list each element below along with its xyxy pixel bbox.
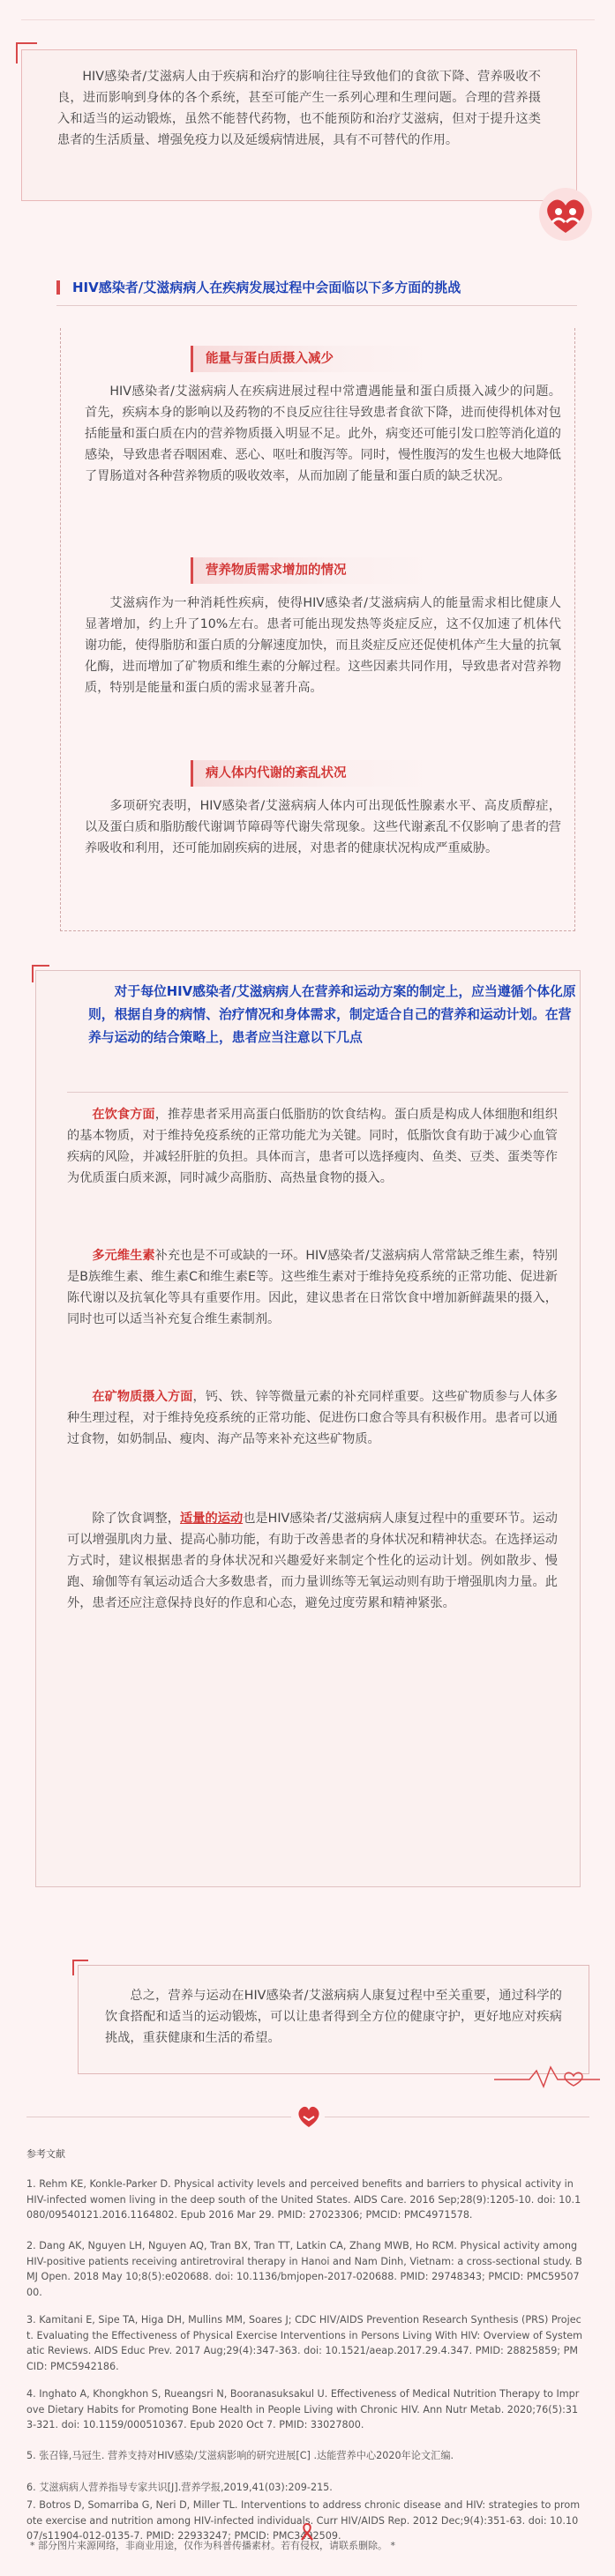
- paragraph-vitamins: [67, 1245, 558, 1330]
- reference-item: 3. Kamitani E, Sipe TA, Higa DH, Mullins MM, Soares J; CDC HIV/AIDS Prevention Research Synthesis (PRS) Project. Evaluating the Effectiveness of Physical Exercise Interventions in Persons Living With HIV: Overview of Systematic Reviews. AIDS Educ Prev. 2017 Aug;29(4):347-363. doi: 10.1521/aeap.2017.29.4.347. PMID: 28825859; PMCID: PMC5942186.: [26, 2314, 583, 2372]
- reference-item: 6. 艾滋病病人营养指导专家共识[J].营养学报,2019,41(03):209-215.: [26, 2482, 333, 2493]
- exercise-pre: 除了饮食调整，: [92, 1512, 181, 1526]
- heart-people-icon: [535, 183, 596, 245]
- paragraph-metabolic-disorder: 多项研究表明，HIV感染者/艾滋病病人体内可出现低性腺素水平、高皮质醇症，以及蛋白质和脂肪酸代谢调节障碍等代谢失常现象。这些代谢紊乱不仅影响了患者的营养吸收和利用，还可能加剧疾病的进展，对患者的健康状况构成严重威胁。: [85, 799, 561, 855]
- paragraph-minerals: [67, 1386, 558, 1450]
- diet-text: ，推荐患者采用高蛋白低脂肪的饮食结构。蛋白质是构成人体细胞和组织的基本物质，对于维持免疫系统的正常功能尤为关键。同时，低脂饮食有助于减少心血管疾病的风险，并减轻肝脏的负担。具体而言，患者可以选择瘦肉、鱼类、豆类、蛋类等作为优质蛋白质来源，同时减少高脂肪、高热量食物的摄入。: [67, 1108, 558, 1185]
- reference-item: 2. Dang AK, Nguyen LH, Nguyen AQ, Tran BX, Tran TT, Latkin CA, Zhang MWB, Ho RCM. Physical activity among HIV-positive patients receiving antiretroviral therapy in Hanoi and Nam Dinh, Vietnam: a cross-sectional study. BMJ Open. 2018 May 10;8(5):e020688. doi: 10.1136/bmjopen-2017-020688. PMID: 29748343; PMCID: PMC5950700.: [26, 2240, 582, 2298]
- intro-text: HIV感染者/艾滋病人由于疾病和治疗的影响往往导致他们的食欲下降、营养吸收不良，进而影响到身体的各个系统，甚至可能产生一系列心理和生理问题。合理的营养摄入和适当的运动锻炼，虽然不能替代药物，也不能预防和治疗艾滋病，但对于提升这类患者的生活质量、增强免疫力以及延缓病情进展，具有不可替代的作用。: [57, 70, 541, 147]
- section1-title: HIV感染者/艾滋病病人在疾病发展过程中会面临以下多方面的挑战: [72, 280, 461, 295]
- reference-item: 4. Inghato A, Khongkhon S, Rueangsri N, Booranasuksakul U. Effectiveness of Medical Nutrition Therapy to Improve Dietary Habits for Promoting Bone Health in People Living with Chronic HIV. Ann Nutr Metab. 2020;76(5):313-321. doi: 10.1159/000510367. Epub 2020 Oct 7. PMID: 33027800.: [26, 2388, 580, 2430]
- section1-divider: [56, 305, 577, 306]
- summary-box: [78, 1965, 589, 2074]
- minerals-lead: 在矿物质摄入方面: [92, 1390, 193, 1404]
- vitamins-lead: 多元维生素: [92, 1249, 155, 1263]
- subheading-nutrient-demand: 营养物质需求增加的情况: [191, 557, 429, 584]
- diet-lead: 在饮食方面: [92, 1108, 155, 1122]
- footer-note: * 部分图片来源网络，非商业用途，仅作为科普传播素材。若有侵权，请联系删除。 *: [30, 2540, 395, 2551]
- exercise-text: 也是HIV感染者/艾滋病病人康复过程中的重要环节。运动可以增强肌肉力量、提高心肺功能，有助于改善患者的身体状况和精神状态。在选择运动方式时，建议根据患者的身体状况和兴趣爱好来制定个性化的运动计划。例如散步、慢跑、瑜伽等有氧运动适合大多数患者，而力量训练等无氧运动则有助于增强肌肉力量。此外，患者还应注意保持良好的作息和心态，避免过度劳累和精神紧张。: [67, 1512, 558, 1610]
- minerals-text: ，钙、铁、锌等微量元素的补充同样重要。这些矿物质参与人体多种生理过程，对于维持免疫系统的正常功能、促进伤口愈合等具有积极作用。患者可以通过食物，如奶制品、瘦肉、海产品等来补充这些矿物质。: [67, 1390, 558, 1446]
- section2-divider: [67, 1092, 568, 1093]
- summary-text: 总之，营养与运动在HIV感染者/艾滋病病人康复过程中至关重要，通过科学的饮食搭配和适当的运动锻炼，可以让患者得到全方位的健康守护，更好地应对疾病挑战，重获健康和生活的希望。: [105, 1989, 562, 2045]
- intro-box: [21, 49, 577, 201]
- reference-item: 5. 张召锋,马冠生. 营养支持对HIV感染/艾滋病影响的研究进展[C] .达能营养中心2020年论文汇编.: [26, 2450, 454, 2461]
- exercise-emphasis: 适量的运动: [180, 1512, 244, 1526]
- heartbeat-icon: [494, 2064, 600, 2090]
- subheading-energy-protein: 能量与蛋白质摄入减少: [191, 346, 429, 372]
- paragraph-diet: [67, 1104, 558, 1189]
- subheading-metabolic-disorder: 病人体内代谢的紊乱状况: [191, 760, 429, 787]
- paragraph-nutrient-demand: 艾滋病作为一种消耗性疾病，使得HIV感染者/艾滋病病人的能量需求相比健康人显著增加，约上升了10%左右。患者可能出现发热等炎症反应，这不仅加速了机体代谢功能，使得脂肪和蛋白质的分解速度加快，而且炎症反应还促使机体产生大量的抗氧化酶，进而增加了矿物质和维生素的分解过程。这些因素共同作用，导致患者对营养物质，特别是能量和蛋白质的需求显著升高。: [85, 596, 561, 695]
- corner-ornament: [32, 965, 49, 982]
- section1-title-marker: [56, 280, 60, 295]
- heart-hands-icon: [295, 2102, 323, 2131]
- section2-title: 对于每位HIV感染者/艾滋病病人在营养和运动方案的制定上，应当遵循个体化原则，根据自身的病情、治疗情况和身体需求，制定适合自己的营养和运动计划。在营养与运动的结合策略上，患者应当注意以下几点: [88, 984, 576, 1045]
- vitamins-text: 补充也是不可或缺的一环。HIV感染者/艾滋病病人常常缺乏维生素，特别是B族维生素、维生素C和维生素E等。这些维生素对于维持免疫系统的正常功能、促进新陈代谢以及抗氧化等具有重要作用。因此，建议患者在日常饮食中增加新鲜蔬果的摄入，同时也可以适当补充复合维生素制剂。: [67, 1249, 558, 1326]
- reference-item: 1. Rehm KE, Konkle-Parker D. Physical activity levels and perceived benefits and barriers to physical activity in HIV-infected women living in the deep south of the United States. AIDS Care. 2016 Sep;28(9):1205-10. doi: 10.1080/09540121.2016.1164802. Epub 2016 Mar 29. PMID: 27023306; PMCID: PMC4971578.: [26, 2178, 581, 2221]
- paragraph-exercise: [67, 1508, 558, 1614]
- reference-item: 7. Botros D, Somarriba G, Neri D, Miller TL. Interventions to address chronic disease and HIV: strategies to promote exercise and nutrition among HIV-infected individuals. Curr HIV/AIDS Rep. 2012 Dec;9(4):351-63. doi: 10.1007/s11904-012-0135-7. PMID: 22933247; PMCID: PMC3492509.: [26, 2499, 581, 2542]
- references-title: 参考文献: [26, 2148, 65, 2160]
- top-divider: [21, 19, 595, 20]
- paragraph-energy-protein: HIV感染者/艾滋病病人在疾病进展过程中常遭遇能量和蛋白质摄入减少的问题。首先，疾病本身的影响以及药物的不良反应往往导致患者食欲下降，进而使得机体对包括能量和蛋白质在内的营养物质摄入明显不足。此外，病变还可能引发口腔等消化道的感染，导致患者吞咽困难、恶心、呕吐和腹泻等。同时，慢性腹泻的发生也极大地降低了胃肠道对各种营养物质的吸收效率，从而加剧了能量和蛋白质的缺乏状况。: [85, 385, 561, 483]
